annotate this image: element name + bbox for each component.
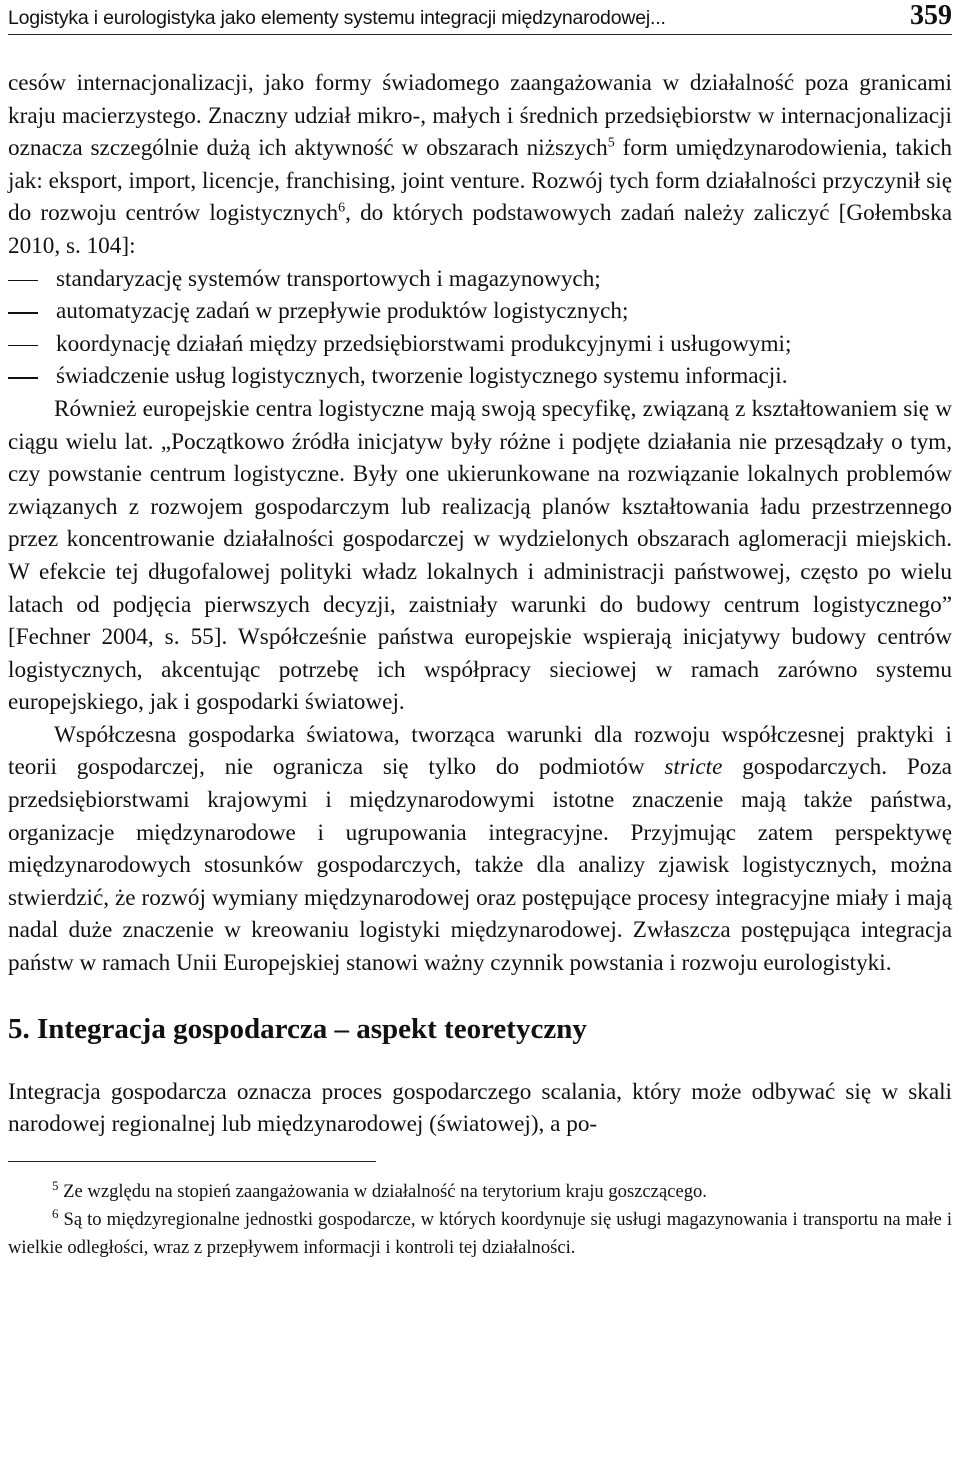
list-item-text: automatyzację zadań w przepływie produktów logistycznych; [56,298,629,325]
body-text [8,67,952,1141]
list-item-text: standaryzację systemów transportowych i magazynowych; [56,265,601,292]
footnote-reference: 5 [607,135,615,151]
list-item [8,263,952,296]
footnote-text: Ze względu na stopień zaangażowania w działalność na terytorium kraju goszczącego. [58,1181,707,1203]
bullet-list [8,263,952,393]
footnote-text: Są to międzyregionalne jednostki gospodarcze, w których koordynuje się usługi magazynowania i transportu na małe i wielkie odległości, wraz z przepływem informacji i kontroli tej działalności. [8,1209,952,1259]
footnote-mark: 5 [52,1178,59,1194]
paragraph-text: form umiędzynarodowienia, takich jak: eksport, import, licencje, franchising, joint venture. Rozwój tych form działalności przyczynił się do rozwoju centrów logistycznych [8,135,952,227]
list-item [8,360,952,393]
running-title: Logistyka i eurologistyka jako elementy systemu integracji międzynarodowej... [8,7,666,29]
list-item-text: koordynację działań między przedsiębiorstwami produkcyjnymi i usługowymi; [56,330,792,357]
paragraph-text: , do których podstawowych zadań należy zaliczyć [Gołembska 2010, s. 104]: [8,200,952,259]
italic-term: stricte [664,754,723,781]
footnote-reference: 6 [338,200,346,216]
footnote [8,1178,952,1206]
paragraph-text: Współczesna gospodarka światowa, tworząca warunki dla rozwoju współczesnej praktyki i teorii gospodarczej, nie ogranicza się tylko do podmiotów [8,721,952,781]
footnote-mark: 6 [52,1206,59,1222]
list-item [8,295,952,328]
paragraph-text: cesów internacjonalizacji, jako formy świadomego zaangażowania w działalność poza granicami kraju macierzystego. Znaczny udział mikro-, małych i średnich przedsiębiorstw w internacjonalizacji oznacza szczególnie dużą ich aktywność w obszarach niższych [8,70,952,162]
document-page [8,0,952,1465]
paragraph [8,67,952,263]
section-heading: 5. Integracja gospodarcza – aspekt teoretyczny [8,1012,587,1045]
paragraph-text: gospodarczych. Poza przedsiębiorstwami krajowymi i międzynarodowymi istotne znaczenie mają także państwa, organizacje międzynarodowe i ugrupowania integracyjne. Przyjmując zatem perspektywę międzynarodowych stosunków gospodarczych, także dla analizy zjawisk logistycznych, można stwierdzić, że rozwój wymiany międzynarodowej oraz postępujące procesy integracyjne miały i mają nadal duże znaczenie w kreowaniu logistyki międzynarodowej. Zwłaszcza postępująca integracja państw w ramach Unii Europejskiej stanowi ważny czynnik powstania i rozwoju eurologistyki. [8,754,952,977]
paragraph: Integracja gospodarcza oznacza proces gospodarczego scalania, który może odbywać się w skali narodowej regionalnej lub międzynarodowej (światowej), a po- [8,1078,952,1138]
paragraph: Również europejskie centra logistyczne mają swoją specyfikę, związaną z kształtowaniem się w ciągu wielu lat. „Początkowo źródła inicjatyw były różne i podjęte działania nie przesądzały o tym, czy powstanie centrum logistyczne. Były one ukierunkowane na rozwiązanie lokalnych problemów związanych z rozwojem gospodarczym lub realizacją planów kształtowania ładu przestrzennego przez koncentrowanie działalności gospodarczej w wydzielonych obszarach aglomeracji miejskich. W efekcie tej długofalowej polityki władz lokalnych i administracji państwowej, często po wielu latach od podjęcia pierwszych decyzji, zaistniały warunki do budowy centrum logistycznego” [Fechner 2004, s. 55]. Współcześnie państwa europejskie wspierają inicjatywy budowy centrów logistycznych, akcentując potrzebę ich współpracy sieciowej w ramach zarówno systemu europejskiego, jak i gospodarki światowej. [8,395,952,716]
footnotes [8,1178,952,1262]
list-item-text: świadczenie usług logistycznych, tworzenie logistycznego systemu informacji. [56,363,788,390]
running-header [8,0,952,35]
footnote [8,1206,952,1262]
page-number: 359 [910,0,952,31]
paragraph [8,719,952,980]
footnote-separator [8,1161,376,1163]
list-item [8,328,952,361]
